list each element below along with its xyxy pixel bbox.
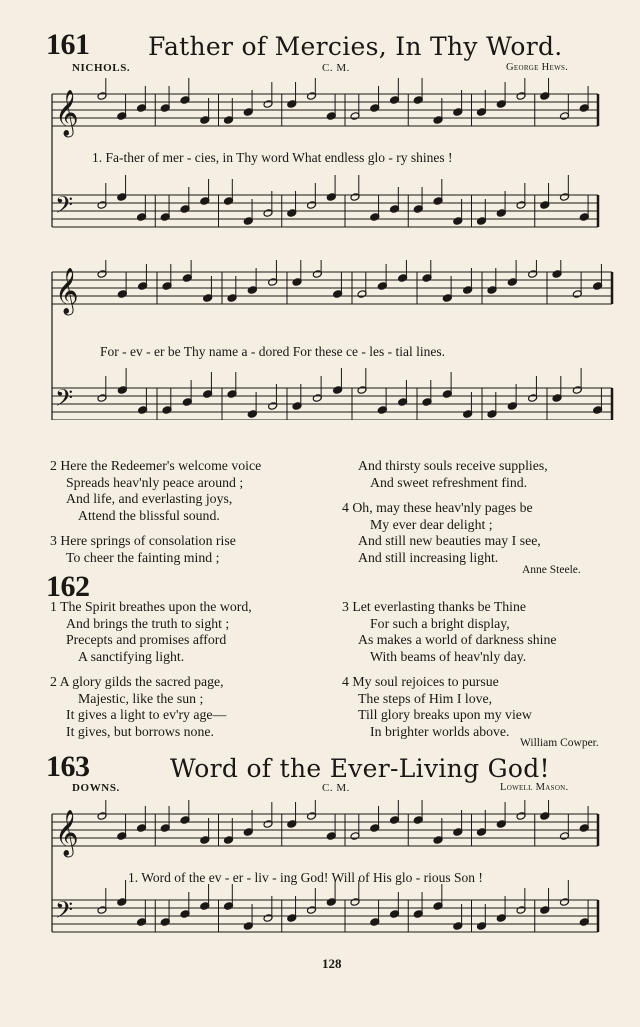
- composer-161: George Hews.: [506, 62, 569, 73]
- bass-staff: [52, 880, 598, 932]
- verse-line: Attend the blissful sound.: [78, 507, 220, 523]
- hymn-title-161: Father of Mercies, In Thy Word.: [148, 32, 563, 61]
- verse-line: My ever dear delight ;: [370, 516, 493, 532]
- tune-name-161: NICHOLS.: [72, 62, 131, 74]
- verse-162-1: [50, 599, 252, 665]
- hymn-number-163: 163: [46, 750, 90, 783]
- meter-161: C. M.: [322, 62, 350, 74]
- verse-line: 1 The Spirit breathes upon the word,: [50, 599, 252, 614]
- verse-line: 4 My soul rejoices to pursue: [342, 674, 499, 689]
- verses-left-162: [50, 599, 252, 740]
- verse-line: Majestic, like the sun ;: [78, 690, 204, 706]
- music-system-161-2: [0, 260, 640, 420]
- bass-clef-icon: 𝄢: [55, 191, 74, 224]
- verse-161-3: [50, 533, 261, 566]
- verse-161-3-cont: [342, 458, 548, 491]
- verse-line: Precepts and promises afford: [66, 632, 227, 647]
- page-number: 128: [322, 956, 342, 971]
- bass-staff: [52, 368, 612, 420]
- composer-163: Lowell Mason.: [500, 782, 569, 793]
- treble-staff: [52, 800, 598, 858]
- verses-right-162: [342, 599, 556, 740]
- verse-line: 2 Here the Redeemer's welcome voice: [50, 458, 262, 473]
- bass-clef-icon: 𝄢: [55, 896, 74, 929]
- treble-clef-icon: 𝄞: [55, 268, 79, 314]
- verse-162-2: [50, 674, 252, 740]
- lyric-line-163-1: 1. Word of the ev - er - liv - ing God! Will of His glo - rious Son !: [128, 870, 483, 885]
- meter-163: C. M.: [322, 782, 350, 794]
- hymn-number-161: 161: [46, 28, 90, 61]
- treble-clef-icon: 𝄞: [55, 810, 79, 856]
- tune-name-163: DOWNS.: [72, 782, 120, 794]
- author-161: Anne Steele.: [522, 564, 581, 576]
- verse-line: It gives a light to ev'ry age—: [66, 707, 227, 722]
- treble-staff: [52, 260, 612, 316]
- verse-162-4: [342, 674, 556, 740]
- bass-staff: [52, 175, 598, 227]
- bass-clef-icon: 𝄢: [55, 384, 74, 417]
- verse-line: And still new beauties may I see,: [358, 533, 541, 548]
- verse-line: As makes a world of darkness shine: [358, 632, 557, 647]
- verse-line: A sanctifying light.: [78, 648, 185, 664]
- verse-line: 3 Here springs of consolation rise: [50, 533, 236, 548]
- lyric-line-161-1: 1. Fa-ther of mer - cies, in Thy word What endless glo - ry shines !: [92, 150, 453, 165]
- treble-staff: [52, 78, 598, 138]
- verse-line: For such a bright display,: [370, 615, 510, 631]
- verse-line: In brighter worlds above.: [370, 723, 510, 739]
- verse-line: Spreads heav'nly peace around ;: [66, 474, 244, 490]
- verse-line: The steps of Him I love,: [358, 690, 493, 706]
- treble-clef-icon: 𝄞: [55, 90, 79, 136]
- verse-line: 3 Let everlasting thanks be Thine: [342, 599, 527, 614]
- hymn-title-163: Word of the Ever-Living God!: [170, 754, 550, 783]
- verse-161-2: [50, 458, 261, 524]
- verses-left-161: [50, 458, 261, 566]
- verse-line: To cheer the fainting mind ;: [66, 549, 220, 565]
- verse-line: 2 A glory gilds the sacred page,: [50, 674, 224, 689]
- author-162: William Cowper.: [520, 737, 599, 749]
- verse-line: Till glory breaks upon my view: [358, 707, 532, 722]
- hymn-number-162: 162: [46, 570, 90, 603]
- verse-161-4: [342, 500, 548, 566]
- verse-line: And still increasing light.: [358, 549, 499, 565]
- verses-right-161: [342, 458, 548, 566]
- lyric-line-161-2: For - ev - er be Thy name a - dored For these ce - les - tial lines.: [100, 344, 446, 359]
- verse-162-3: [342, 599, 556, 665]
- verse-line: And sweet refreshment find.: [370, 474, 528, 490]
- verse-line: With beams of heav'nly day.: [370, 648, 527, 664]
- verse-line: 4 Oh, may these heav'nly pages be: [342, 500, 533, 515]
- verse-line: And life, and everlasting joys,: [66, 491, 233, 506]
- verse-line: It gives, but borrows none.: [66, 723, 214, 739]
- verse-line: And thirsty souls receive supplies,: [358, 458, 548, 473]
- verse-line: And brings the truth to sight ;: [66, 615, 230, 631]
